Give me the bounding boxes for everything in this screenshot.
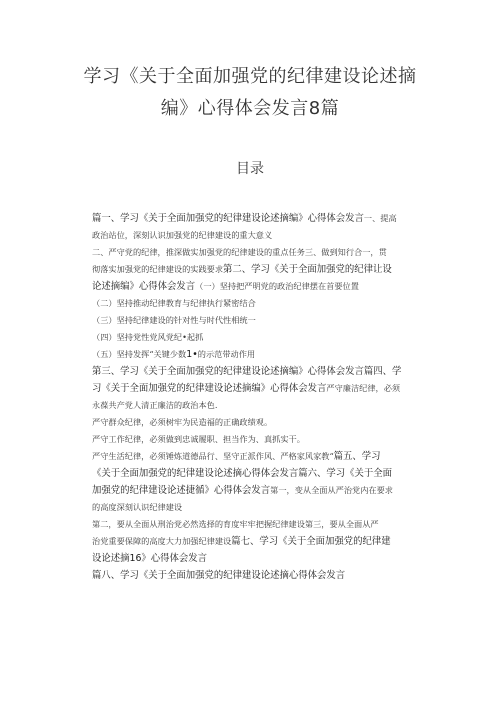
toc-entry-text: （二）坚持推动纪律教育与纪律执行紧密结合 [92,298,256,308]
toc-line [92,514,432,531]
toc-line [92,565,432,582]
toc-line [92,395,432,412]
toc-entry-heading: 《关于全面加强党的纪律建设论述摘心得体会发言篇六、学习《关于全面 [92,468,393,479]
toc-line [92,548,432,565]
toc-line [92,208,432,225]
toc-line [92,412,432,429]
toc-line [92,293,432,310]
toc-entry-heading: 第二、学习《关于全面加强党的纪律让设 [223,264,392,275]
toc-line [92,225,432,242]
toc-entry-heading: 篇五、学习 [333,451,381,462]
toc-entry-text: 治党重要保障的高度大力加强纪律建设 [92,536,232,546]
toc-entry-text: 的高度深刻认识纪律建设 [92,502,183,512]
toc-entry-heading: 篇七、学习《关于全面加强党的纪律建 [231,536,391,547]
document-title-line-2: 编》心得体会发言8篇 [160,98,340,119]
toc-line [92,327,432,344]
toc-entry-heading: 设论述摘16》心得体会发言 [92,553,208,564]
toc-line [92,497,432,514]
toc-line [92,259,432,276]
toc-entry-heading: 加强党的纪律建设论述捷循》心得体会发言 [92,485,271,496]
toc-entry-heading: 篇一、学习《关于全面加强党的纪律建设论述摘编》心得体会发言 [92,213,364,224]
toc-line [92,446,432,463]
toc-line [92,531,432,548]
toc-list [92,208,432,582]
toc-line [92,378,432,395]
toc-heading: 目录 [236,161,264,177]
toc-entry-text: 严守生活纪律，必须锤炼道德品行、坚守正派作风、严格家风家教“ [92,451,334,461]
toc-entry-text: 严守工作纪律，必须做到忠诚履职、担当作为、真抓实干。 [92,434,305,444]
toc-line [92,276,432,293]
toc-entry-text: 政治站位，深刻认识加强党的纪律建设的重大意义 [92,230,273,240]
toc-line [92,463,432,480]
toc-entry-text: （五）坚持发挥“关键少数 [92,349,187,359]
toc-entry-heading: 1• [186,349,198,360]
toc-entry-text: （三）坚持纪律建设的针对性与时代性相统一 [92,315,256,325]
toc-entry-text: 第二，要从全面从刑治党必然选择的育度牢牢把握纪律建设第三，要从全面从严 [92,519,379,529]
toc-entry-heading: 论述摘编》心得体会发言 [92,281,196,292]
toc-entry-text: 严守廉洁纪律，必须 [326,383,401,393]
toc-entry-heading: 篇八、学习《关于全面加强党的纪律建设论述摘心得体会发言 [92,570,346,581]
toc-line [92,242,432,259]
toc-entry-text: （四）坚持党性党风党纪•起抓 [92,332,204,342]
toc-entry-heading: 第三、学习《关于全面加强党的纪律建设论述摘编》心得体会发言篇四、学 [92,366,402,377]
toc-line [92,310,432,327]
toc-entry-text: 二、严守党的纪律，推深做实加强党的纪律建设的重点任务三、做到知行合一，贯 [92,247,387,257]
document-title-line-1: 学习《关于全面加强党的纪律建设论述摘 [83,66,417,87]
toc-entry-text: （一）坚持把严明党的政治纪律摆在首要位置 [195,281,359,291]
toc-entry-text: 彻落实加强党的纪律建设的实践要求 [92,264,224,274]
toc-line [92,361,432,378]
toc-entry-text: 严守群众纪律，必须树牢为民造福的正确政绩观。 [92,417,273,427]
toc-entry-text: 的示范带动作用 [197,349,256,359]
toc-entry-heading: 习《关于全面加强党的纪律建设论述摘编》心得体会发言 [92,383,327,394]
toc-entry-text: 第一，变从全面从严治党内在要求 [270,485,393,495]
toc-line [92,344,432,361]
toc-entry-text: 永葆共产党人清正廉洁的政治本色. [92,400,218,410]
toc-entry-text: 一、提高 [363,213,397,223]
toc-line [92,429,432,446]
toc-line [92,480,432,497]
